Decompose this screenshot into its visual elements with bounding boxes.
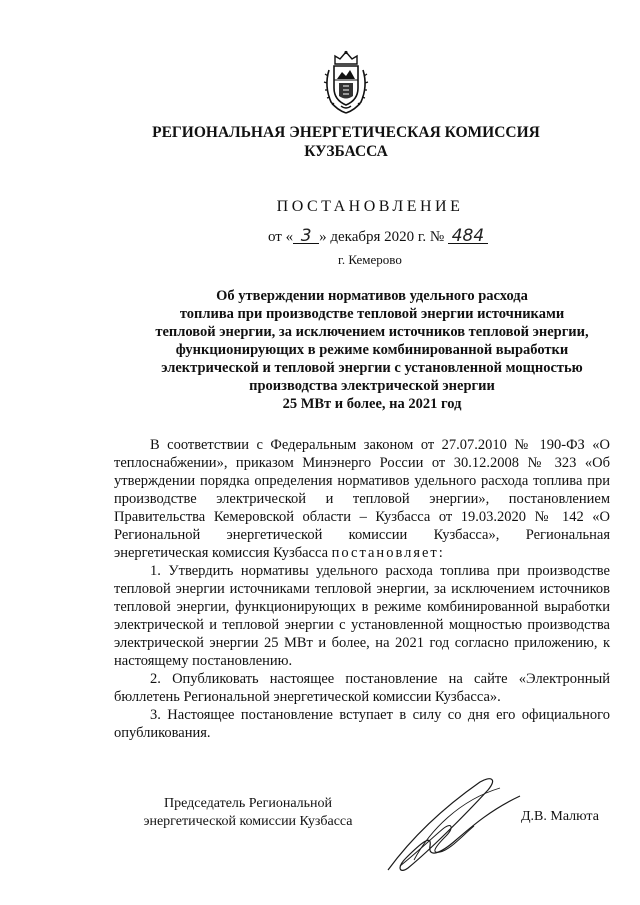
subject-line: тепловой энергии, за исключением источников тепловой энергии, xyxy=(155,324,589,340)
signer-position-line1: Председатель Региональной xyxy=(163,796,333,811)
signer-name: Д.В. Малюта xyxy=(521,809,599,824)
org-name-line1: РЕГИОНАЛЬНАЯ ЭНЕРГЕТИЧЕСКАЯ КОМИССИЯ xyxy=(152,124,540,141)
signer-position-line2: энергетической комиссии Кузбасса xyxy=(143,814,353,829)
subject-line: электрической и тепловой энергии с установленной мощностью xyxy=(161,360,583,376)
org-name-line2: КУЗБАССА xyxy=(304,143,388,160)
resolves-word: постановляет: xyxy=(331,545,445,561)
handwritten-signature-icon xyxy=(370,770,530,885)
decree-day: 3 xyxy=(293,229,319,244)
decree-title: ПОСТАНОВЛЕНИЕ xyxy=(276,198,464,215)
date-middle: » декабря 2020 г. № xyxy=(319,229,445,245)
subject-line: 25 МВт и более, на 2021 год xyxy=(282,396,462,412)
signer-position xyxy=(118,795,378,831)
decree-subject xyxy=(132,287,612,413)
item-2-paragraph: 2. Опубликовать настоящее постановление на сайте «Электронный бюллетень Региональной энергетической комиссии Кузбасса». xyxy=(114,671,610,705)
decree-body xyxy=(114,436,610,742)
subject-line: производства электрической энергии xyxy=(249,378,495,394)
decree-city: г. Кемерово xyxy=(338,252,402,267)
subject-line: топлива при производстве тепловой энергии источниками xyxy=(179,306,565,322)
preamble-paragraph xyxy=(114,436,610,562)
date-prefix: от « xyxy=(268,229,294,245)
item-3-paragraph: 3. Настоящее постановление вступает в силу со дня его официального опубликования. xyxy=(114,707,610,741)
preamble-text: В соответствии с Федеральным законом от 27.07.2010 № 190-ФЗ «О теплоснабжении», приказом Минэнерго России от 30.12.2008 № 323 «Об утверждении порядка определения нормативов удельного расхода топлива при производстве электрической и тепловой энергии», постановлением Правительства Кемеровской области – Кузбасса от 19.03.2020 № 142 «О Региональной энергетической комиссии Кузбасса», Региональная энергетическая комиссия Кузбасса xyxy=(114,437,610,561)
coat-of-arms-icon xyxy=(321,50,371,116)
decree-date-line xyxy=(268,226,488,246)
item-1-paragraph: 1. Утвердить нормативы удельного расхода топлива при производстве тепловой энергии источниками тепловой энергии, за исключением источников тепловой энергии, функционирующих в режиме комбинированной выработки электрической и тепловой энергии с установленной мощностью производства электрической энергии 25 МВт и более, на 2021 год согласно приложению, к настоящему постановлению. xyxy=(114,563,610,669)
subject-line: функционирующих в режиме комбинированной выработки xyxy=(175,342,569,358)
subject-line: Об утверждении нормативов удельного расхода xyxy=(216,288,528,304)
decree-number: 484 xyxy=(448,229,488,244)
